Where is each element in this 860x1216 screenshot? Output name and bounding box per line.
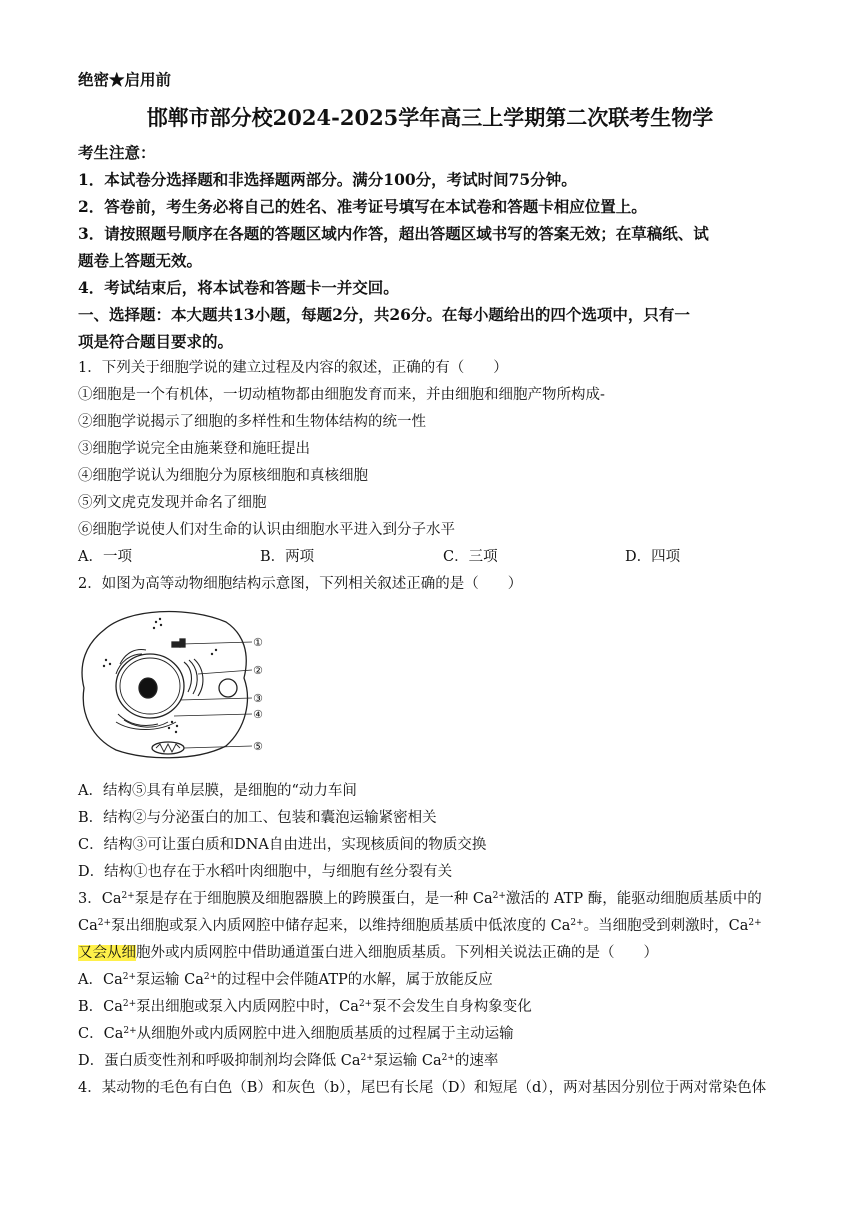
label-1: ① xyxy=(253,636,263,649)
notice-item: 2．答卷前，考生务必将自己的姓名、准考证号填写在本试卷和答题卡相应位置上。 xyxy=(78,197,647,216)
section-heading: 项是符合题目要求的。 xyxy=(78,332,234,351)
question-stem: 1．下列关于细胞学说的建立过程及内容的叙述，正确的有（ ） xyxy=(78,360,508,376)
option-c: C．三项 xyxy=(443,549,498,565)
option-b: B．结构②与分泌蛋白的加工、包装和囊泡运输紧密相关 xyxy=(78,810,437,826)
question-stem: 2．如图为高等动物细胞结构示意图，下列相关叙述正确的是（ ） xyxy=(78,576,523,592)
label-2: ② xyxy=(253,664,263,677)
question-stem: 3．$Ca^{2+}$泵是存在于细胞膜及细胞器膜上的跨膜蛋白，是一种 $Ca^{2+}$激活的 ATP 酶，能驱动细胞质基质中的 xyxy=(78,891,762,907)
animal-cell-diagram xyxy=(76,604,266,762)
highlighted-text: 又会从细 xyxy=(78,945,136,961)
secret-label: 绝密★启用前 xyxy=(78,70,172,89)
option-a: A．结构⑤具有单层膜，是细胞的“动力车间 xyxy=(78,783,357,799)
option-c: C．$Ca^{2+}$从细胞外或内质网腔中进入细胞质基质的过程属于主动运输 xyxy=(78,1026,514,1042)
label-4: ④ xyxy=(253,708,263,721)
statement: ④细胞学说认为细胞分为原核细胞和真核细胞 xyxy=(78,468,368,484)
option-c: C．结构③可让蛋白质和DNA自由进出，实现核质间的物质交换 xyxy=(78,837,487,853)
notice-heading: 考生注意： xyxy=(78,143,156,162)
notice-item: 题卷上答题无效。 xyxy=(78,251,203,270)
statement: ①细胞是一个有机体，一切动植物都由细胞发育而来，并由细胞和细胞产物所构成- xyxy=(78,387,605,403)
statement: ⑤列文虎克发现并命名了细胞 xyxy=(78,495,267,511)
exam-title: 邯郸市部分校2024-2025学年高三上学期第二次联考生物学 xyxy=(146,105,714,130)
section-heading: 一、选择题：本大题共13小题，每题2分，共26分。在每小题给出的四个选项中，只有一 xyxy=(78,305,690,324)
question-stem: $Ca^{2+}$泵出细胞或泵入内质网腔中储存起来，以维持细胞质基质中低浓度的 $Ca^{2+}$。当细胞受到刺激时，$Ca^{2+}$ xyxy=(78,918,762,934)
option-a: A．一项 xyxy=(78,549,132,565)
statement: ③细胞学说完全由施莱登和施旺提出 xyxy=(78,441,310,457)
label-5: ⑤ xyxy=(253,740,263,753)
statement: ⑥细胞学说使人们对生命的认识由细胞水平进入到分子水平 xyxy=(78,522,455,538)
question-stem: 又会从细胞外或内质网腔中借助通道蛋白进入细胞质基质。下列相关说法正确的是（ ） xyxy=(78,945,658,961)
option-d: D．四项 xyxy=(625,549,681,565)
option-d: D．结构①也存在于水稻叶肉细胞中，与细胞有丝分裂有关 xyxy=(78,864,453,880)
label-3: ③ xyxy=(253,692,263,705)
statement: ②细胞学说揭示了细胞的多样性和生物体结构的统一性 xyxy=(78,414,426,430)
notice-item: 1．本试卷分选择题和非选择题两部分。满分100分，考试时间75分钟。 xyxy=(78,170,577,189)
option-a: A．$Ca^{2+}$泵运输 $Ca^{2+}$的过程中会伴随ATP的水解，属于放能反应 xyxy=(78,972,493,988)
notice-item: 4．考试结束后，将本试卷和答题卡一并交回。 xyxy=(78,278,399,297)
option-b: B．两项 xyxy=(260,549,315,565)
notice-item: 3．请按照题号顺序在各题的答题区域内作答，超出答题区域书写的答案无效；在草稿纸、试 xyxy=(78,224,709,243)
question-stem: 4．某动物的毛色有白色（B）和灰色（b），尾巴有长尾（D）和短尾（d），两对基因分别位于两对常染色体 xyxy=(78,1080,767,1096)
option-d: D．蛋白质变性剂和呼吸抑制剂均会降低 $Ca^{2+}$泵运输 $Ca^{2+}$的速率 xyxy=(78,1053,499,1069)
option-b: B．$Ca^{2+}$泵出细胞或泵入内质网腔中时，$Ca^{2+}$泵不会发生自身构象变化 xyxy=(78,999,532,1015)
